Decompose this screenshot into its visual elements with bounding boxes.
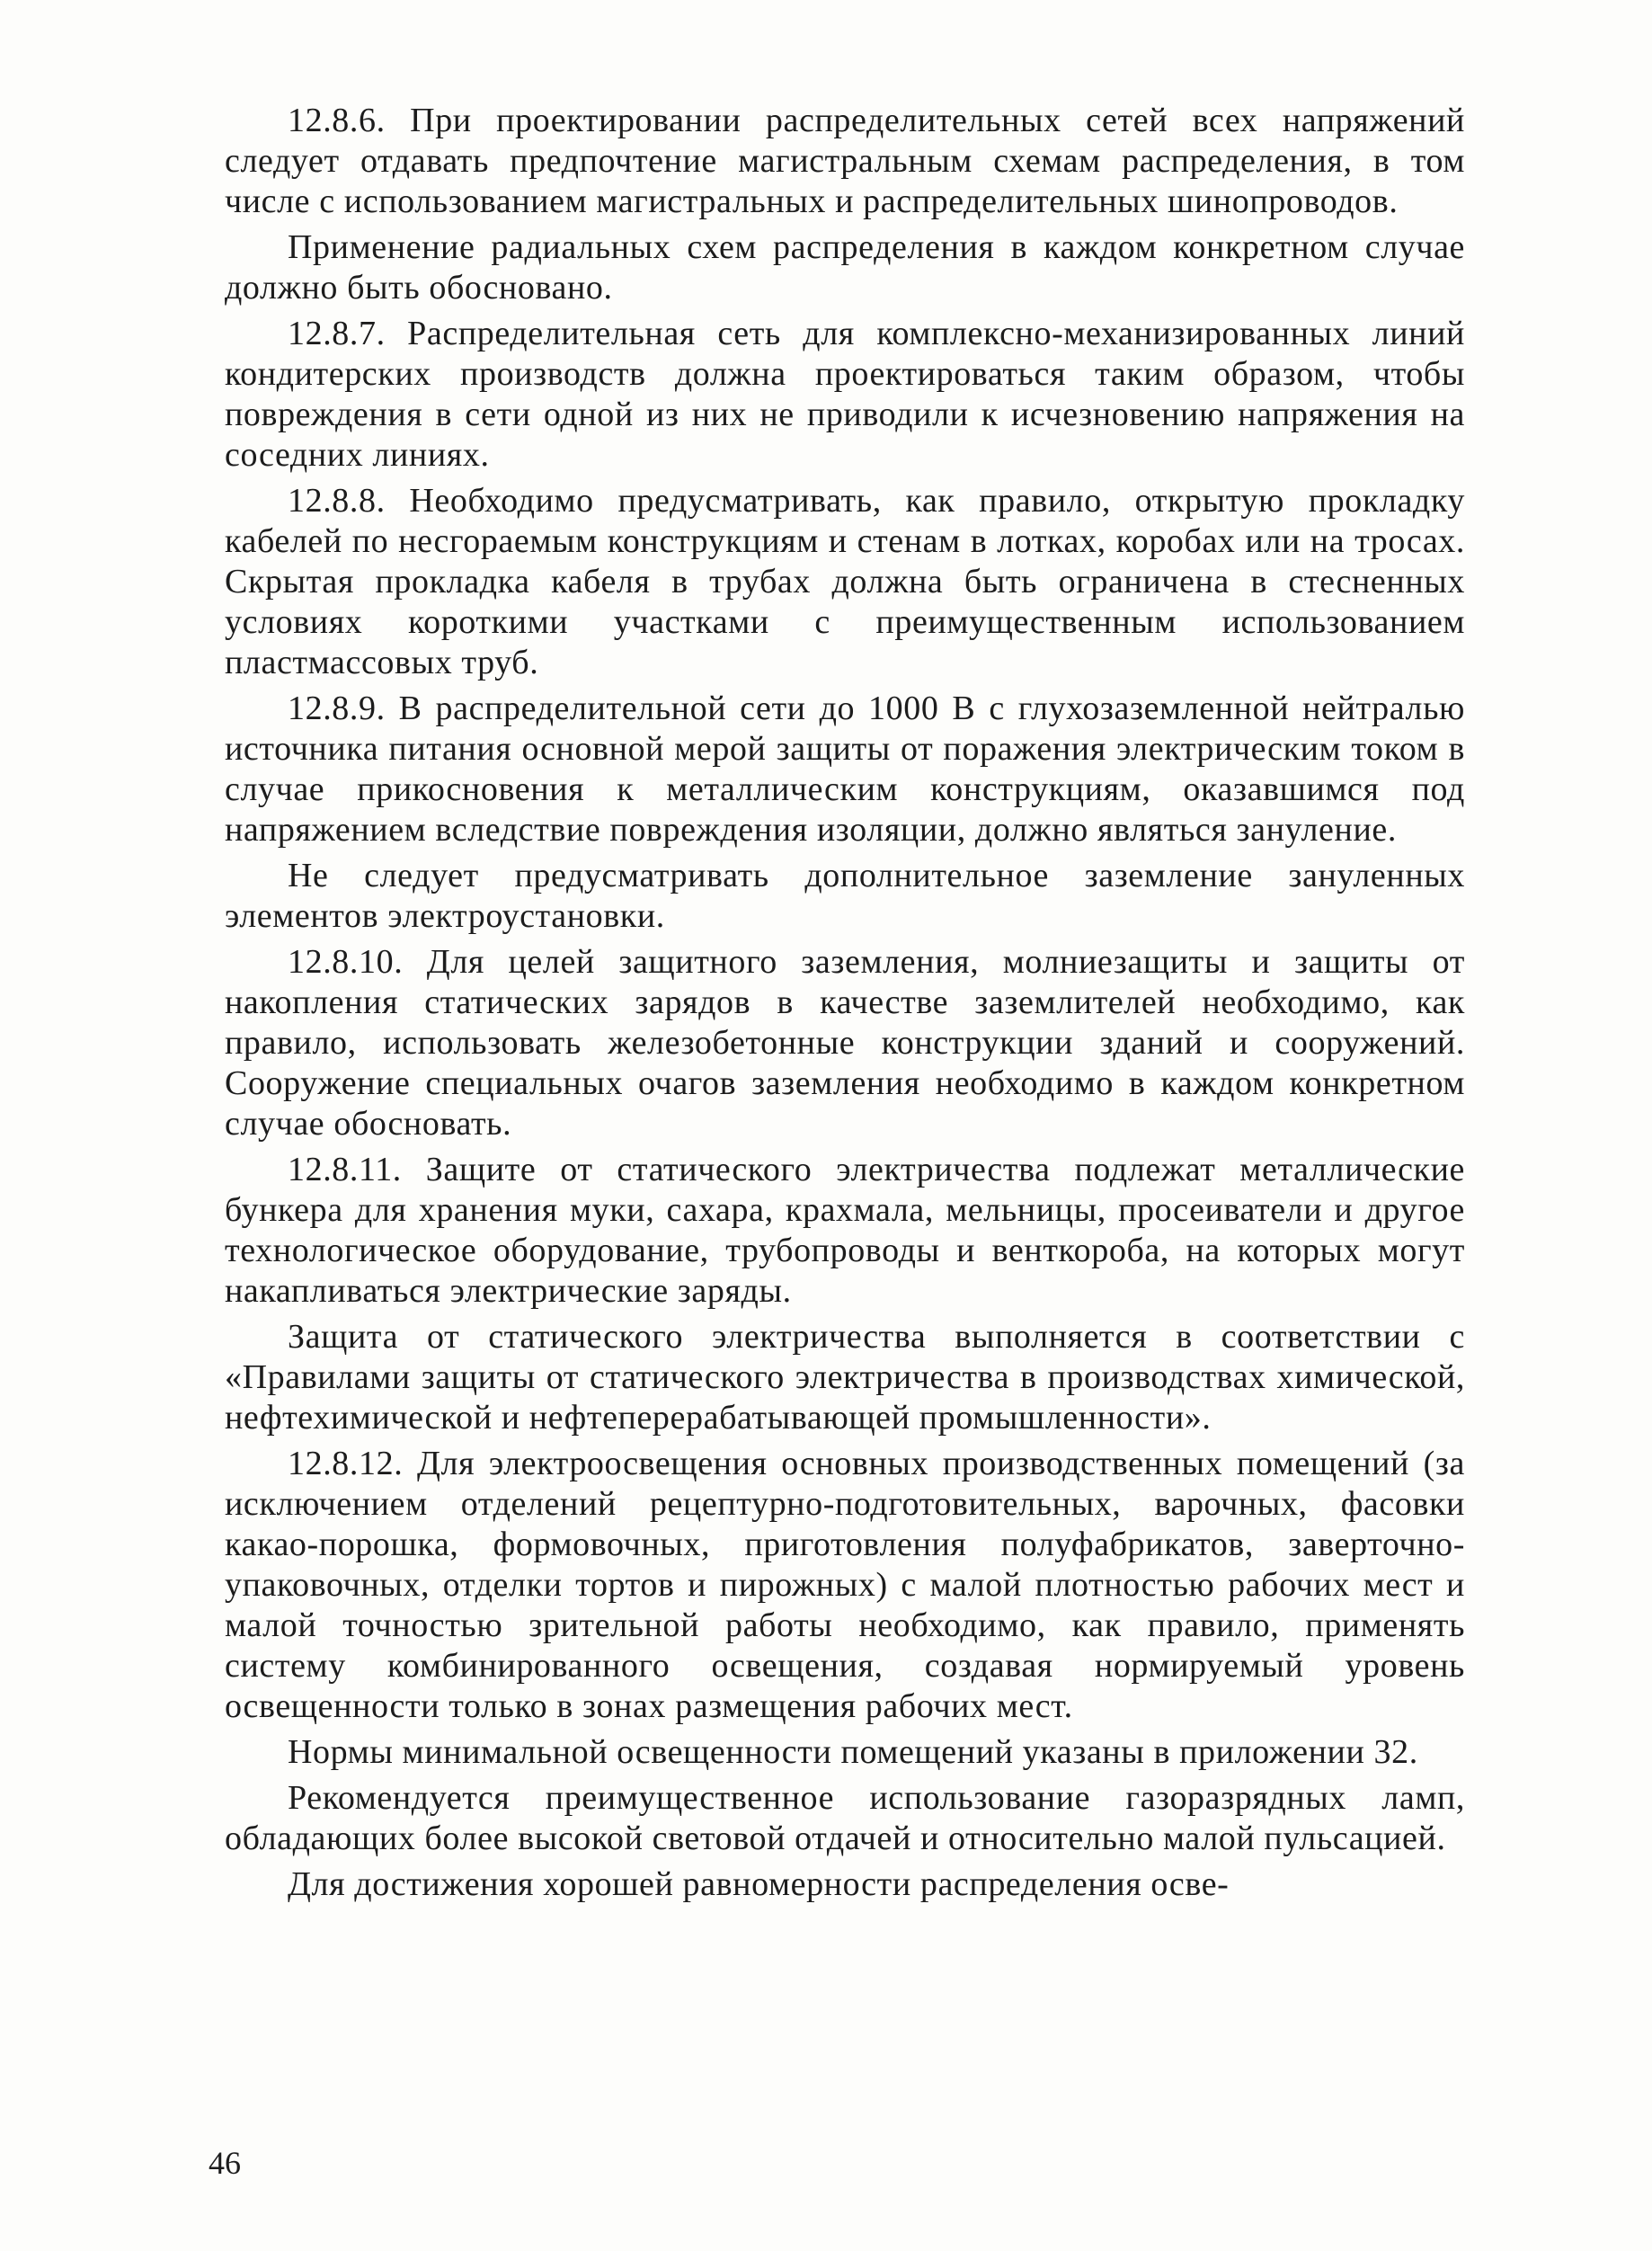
paragraph-radial-schemes: Применение радиальных схем распределения в каждом конкретном случае должно быть обосновано. [225, 228, 1465, 307]
paragraph-12-8-10: 12.8.10. Для целей защитного заземления, молниезащиты и защиты от накопления статических зарядов в качестве заземлителей необходимо, как правило, использовать железобетонные конструкции зданий и сооружений. Сооружение специальных очагов заземления необходимо в каждом конкретном случае обосновать. [225, 943, 1465, 1143]
paragraph-12-8-7: 12.8.7. Распределительная сеть для комплексно-механизированных линий кондитерских производств должна проектироваться таким образом, чтобы повреждения в сети одной из них не приводили к исчезновению напряжения на соседних линиях. [225, 315, 1465, 474]
document-body [225, 101, 1465, 1910]
paragraph-uniformity: Для достижения хорошей равномерности распределения осве- [288, 1865, 1230, 1903]
paragraph-static-protection: Защита от статического электричества выполняется в соответствии с «Правилами защиты от статического электричества в производствах химической, нефтехимической и нефтеперерабатывающей промышленности». [225, 1318, 1465, 1437]
paragraph-12-8-6: 12.8.6. При проектировании распределительных сетей всех напряжений следует отдавать предпочтение магистральным схемам распределения, в том числе с использованием магистральных и распределительных шинопроводов. [225, 102, 1465, 220]
paragraph-12-8-12: 12.8.12. Для электроосвещения основных производственных помещений (за исключением отделений рецептурно-подготовительных, варочных, фасовки какао-порошка, формовочных, приготовления полуфабрикатов, заверточно-упаковочных, отделки тортов и пирожных) с малой плотностью рабочих мест и малой точностью зрительной работы необходимо, как правило, применять систему комбинированного освещения, создавая нормируемый уровень освещенности только в зонах размещения рабочих мест. [225, 1445, 1465, 1725]
paragraph-discharge-lamps: Рекомендуется преимущественное использование газоразрядных ламп, обладающих более высокой световой отдачей и относительно малой пульсацией. [225, 1779, 1465, 1857]
page-number: 46 [209, 2145, 241, 2181]
paragraph-12-8-8: 12.8.8. Необходимо предусматривать, как правило, открытую прокладку кабелей по несгораемым конструкциям и стенам в лотках, коробах или на тросах. Скрытая прокладка кабеля в трубах должна быть ограничена в стесненных условиях короткими участками с преимущественным использованием пластмассовых труб. [225, 482, 1465, 681]
paragraph-grounding: Не следует предусматривать дополнительное заземление зануленных элементов электроустановки. [225, 857, 1465, 935]
paragraph-illumination-norms: Нормы минимальной освещенности помещений указаны в приложении 32. [288, 1733, 1418, 1771]
paragraph-12-8-11: 12.8.11. Защите от статического электричества подлежат металлические бункера для хранения муки, сахара, крахмала, мельницы, просеиватели и другое технологическое оборудование, трубопроводы и венткороба, на которых могут накапливаться электрические заряды. [225, 1151, 1465, 1310]
paragraph-12-8-9: 12.8.9. В распределительной сети до 1000 В с глухозаземленной нейтралью источника питания основной мерой защиты от поражения электрическим током в случае прикосновения к металлическим конструкциям, оказавшимся под напряжением вследствие повреждения изоляции, должно являться зануление. [225, 690, 1465, 849]
